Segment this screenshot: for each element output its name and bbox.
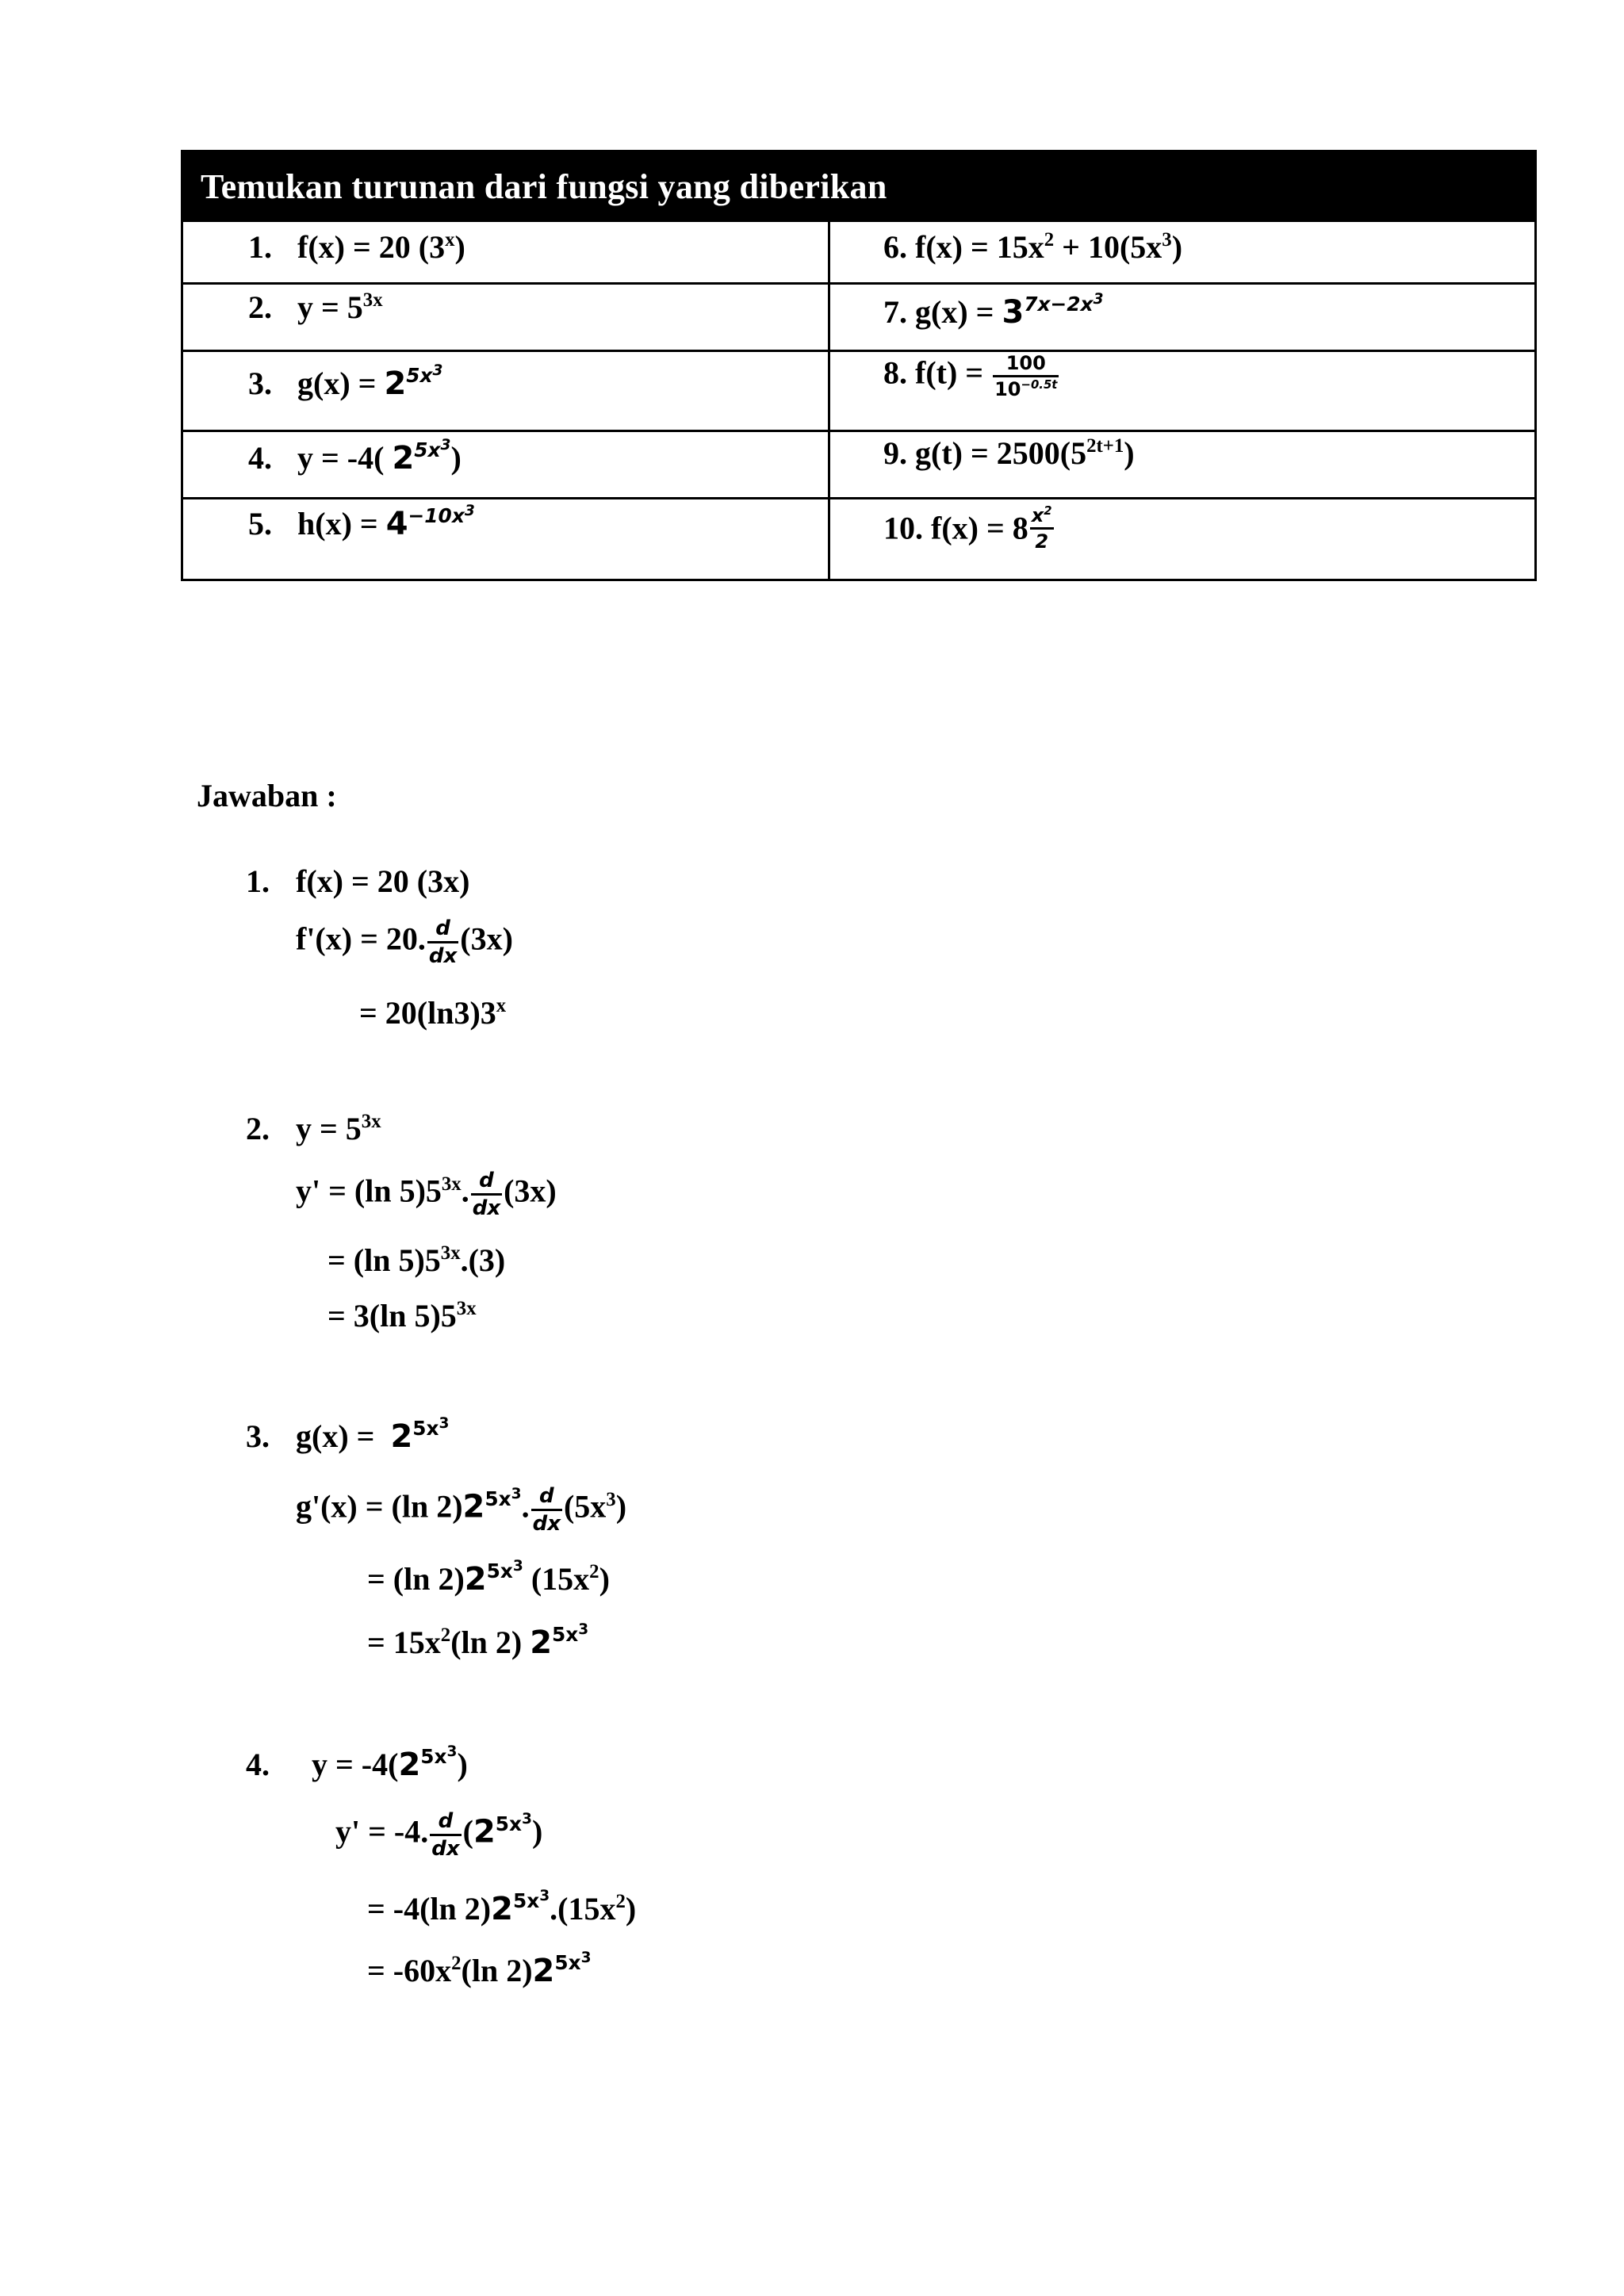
derivative-operator: $\frac{d}{dx}$ (431, 1809, 460, 1861)
answer-1-line-2: f'(x) = 20. $\frac{d}{dx}$ (3x) (296, 916, 513, 968)
answer-3-line-1: $g(x) = 2^{5x^3}$ (296, 1414, 450, 1455)
answer-2-line-4: = 3(ln $5)5^{3x}$ (327, 1298, 477, 1334)
column-divider (828, 222, 830, 579)
problem-3: 3. $g(x) = 2^{5x^3}$ (248, 362, 443, 402)
answer-3-line-4: = $15x^2(\ln$ 2) $2^{5x^3}$ (367, 1621, 589, 1661)
answer-2-line-1: $y = 5^{3x}$ (296, 1111, 381, 1146)
answer-2-line-2: y' = (ln $5)5^{3x}$. $\frac{d}{dx}$ (3x) (296, 1169, 557, 1220)
row-divider (183, 282, 1534, 285)
answer-1-line-3: = $20(\ln 3)3^x$ (359, 995, 507, 1031)
answer-4-line-4: = $-60x^2(\ln$ $2)2^{5x^3}$ (367, 1949, 592, 1989)
answer-1-line-1: f(x) = 20 (3x) (296, 863, 470, 899)
fraction: $\frac{100}{10^{-0.5t}}$ (994, 352, 1058, 400)
answer-3-line-2: g'(x) = (ln $2)2^{5x^3}$. $\frac{d}{dx}$ $(5x^3)$ (296, 1484, 627, 1536)
answer-4-line-2: y' = -4. $\frac{d}{dx}$ $(2^{5x^3})$ (335, 1809, 543, 1861)
problem-2: 2. $y = 5^{3x}$ (248, 289, 383, 325)
answer-1-number: 1. (246, 863, 270, 899)
answer-3-line-3: = (ln $2)2^{5x^3}$ $(15x^2)$ (367, 1557, 610, 1598)
fraction: $\frac{x^2}{2}$ (1031, 503, 1052, 553)
answer-4-number: 4. (246, 1747, 270, 1782)
answer-4-line-1: $y = -4(2^{5x^3})$ (312, 1743, 468, 1783)
row-divider (183, 350, 1534, 352)
answer-4-line-3: = -4(ln $2)2^{5x^3}.(15x^2)$ (367, 1887, 637, 1927)
derivative-operator: $\frac{d}{dx}$ (472, 1169, 501, 1220)
answer-3-number: 3. (246, 1418, 270, 1454)
problems-table (181, 150, 1537, 581)
problem-8: 8. f(t) = $\frac{100}{10^{-0.5t}}$ (883, 352, 1058, 400)
problem-6: 6. $f(x) = 15x^2 + 10(5x^3)$ (883, 229, 1183, 265)
problem-9: 9. $g(t) = 2500(5^{2t+1})$ (883, 435, 1135, 471)
problem-10: 10. f(x) = 8 $\frac{x^2}{2}$ (883, 503, 1052, 553)
table-header: Temukan turunan dari fungsi yang diberikan (183, 152, 1534, 222)
derivative-operator: $\frac{d}{dx}$ (428, 916, 458, 968)
answer-2-line-3: = (ln $5)5^{3x}.(3)$ (327, 1242, 506, 1278)
row-divider (183, 430, 1534, 432)
problem-1: 1. f(x) = 20 (3$^x$) (248, 229, 465, 265)
answers-heading: Jawaban : (197, 778, 337, 813)
answer-2-number: 2. (246, 1111, 270, 1146)
row-divider (183, 497, 1534, 499)
problem-7: 7. $g(x) = 3^{7x-2x^3}$ (883, 290, 1104, 331)
problem-4: 4. y = -4( $2^{5x^3}$) (248, 436, 462, 476)
problem-5: 5. $h(x) = 4^{-10x^3}$ (248, 502, 475, 542)
derivative-operator: $\frac{d}{dx}$ (532, 1484, 561, 1536)
